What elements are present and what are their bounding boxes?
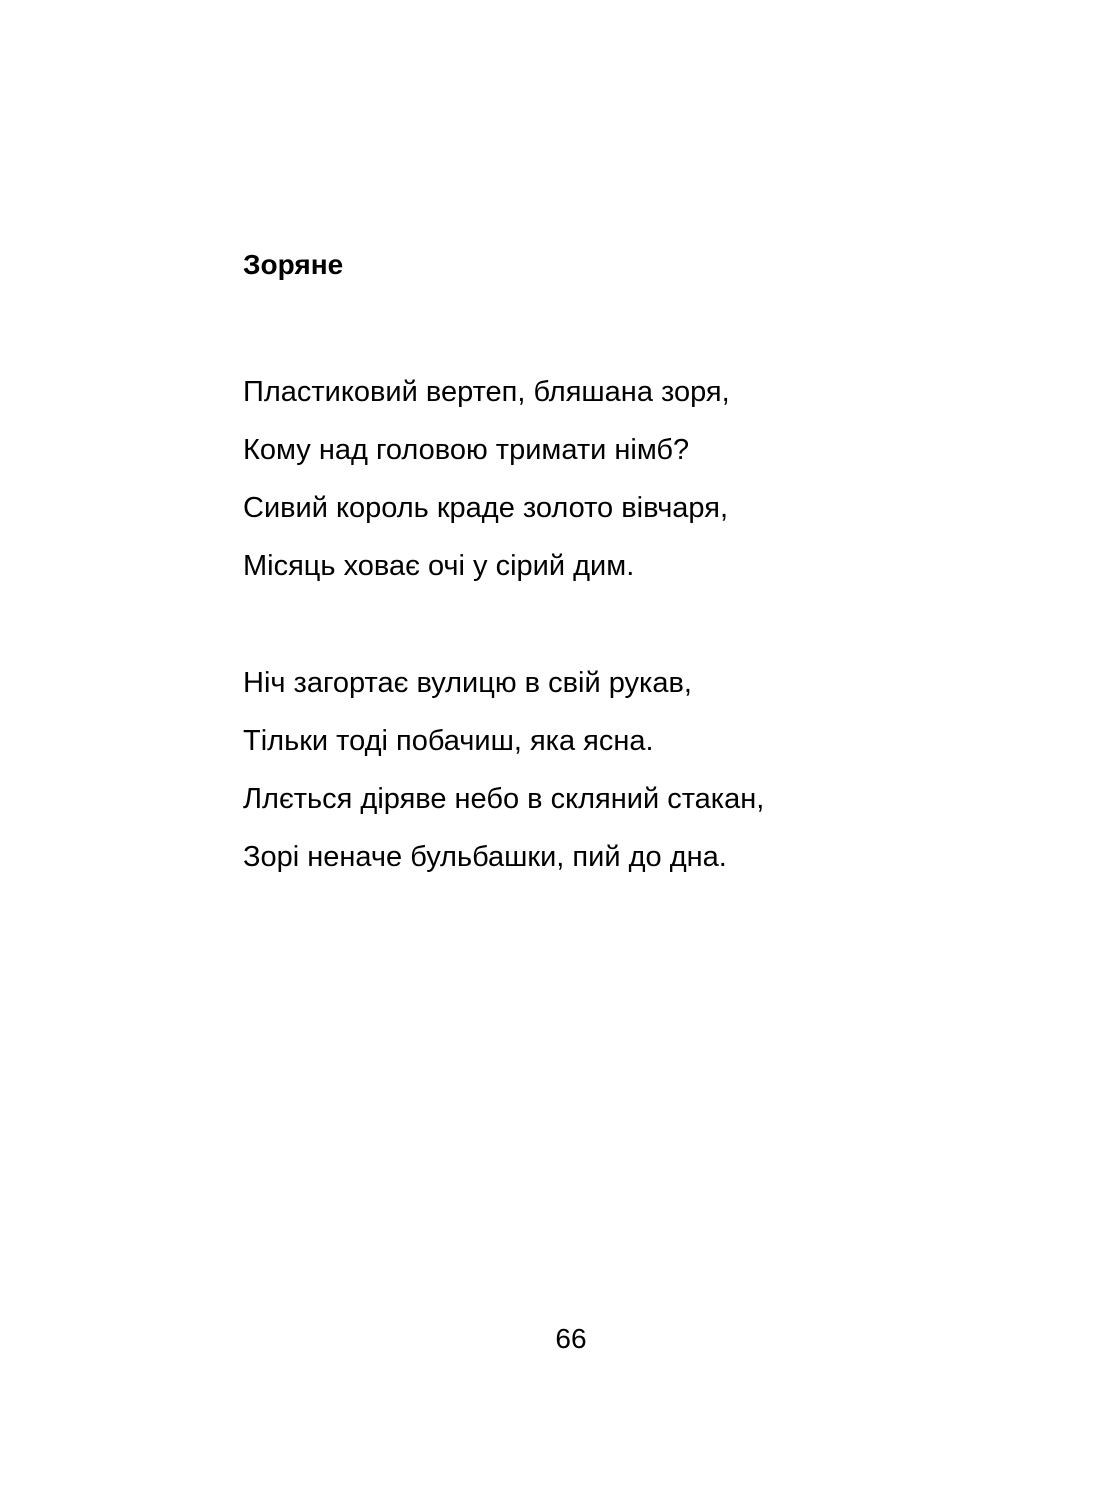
- poem-line: Сивий король краде золото вівчаря,: [243, 492, 728, 524]
- poem-line: Пластиковий вертеп, бляшана зоря,: [243, 376, 730, 408]
- poem-line: Тільки тоді побачиш, яка ясна.: [243, 725, 654, 757]
- stanza-1: [243, 363, 730, 595]
- stanza-2: [243, 654, 764, 886]
- poem-line: Місяць ховає очі у сірий дим.: [243, 550, 635, 582]
- poem-line: Ллється діряве небо в скляний стакан,: [243, 783, 765, 815]
- poem-title: Зоряне: [243, 249, 344, 280]
- poem-line: Ніч загортає вулицю в свій рукав,: [243, 667, 692, 699]
- page-number: 66: [555, 1323, 587, 1354]
- poem-line: Кому над головою тримати німб?: [243, 434, 690, 466]
- poem-line: Зорі неначе бульбашки, пий до дна.: [243, 841, 727, 873]
